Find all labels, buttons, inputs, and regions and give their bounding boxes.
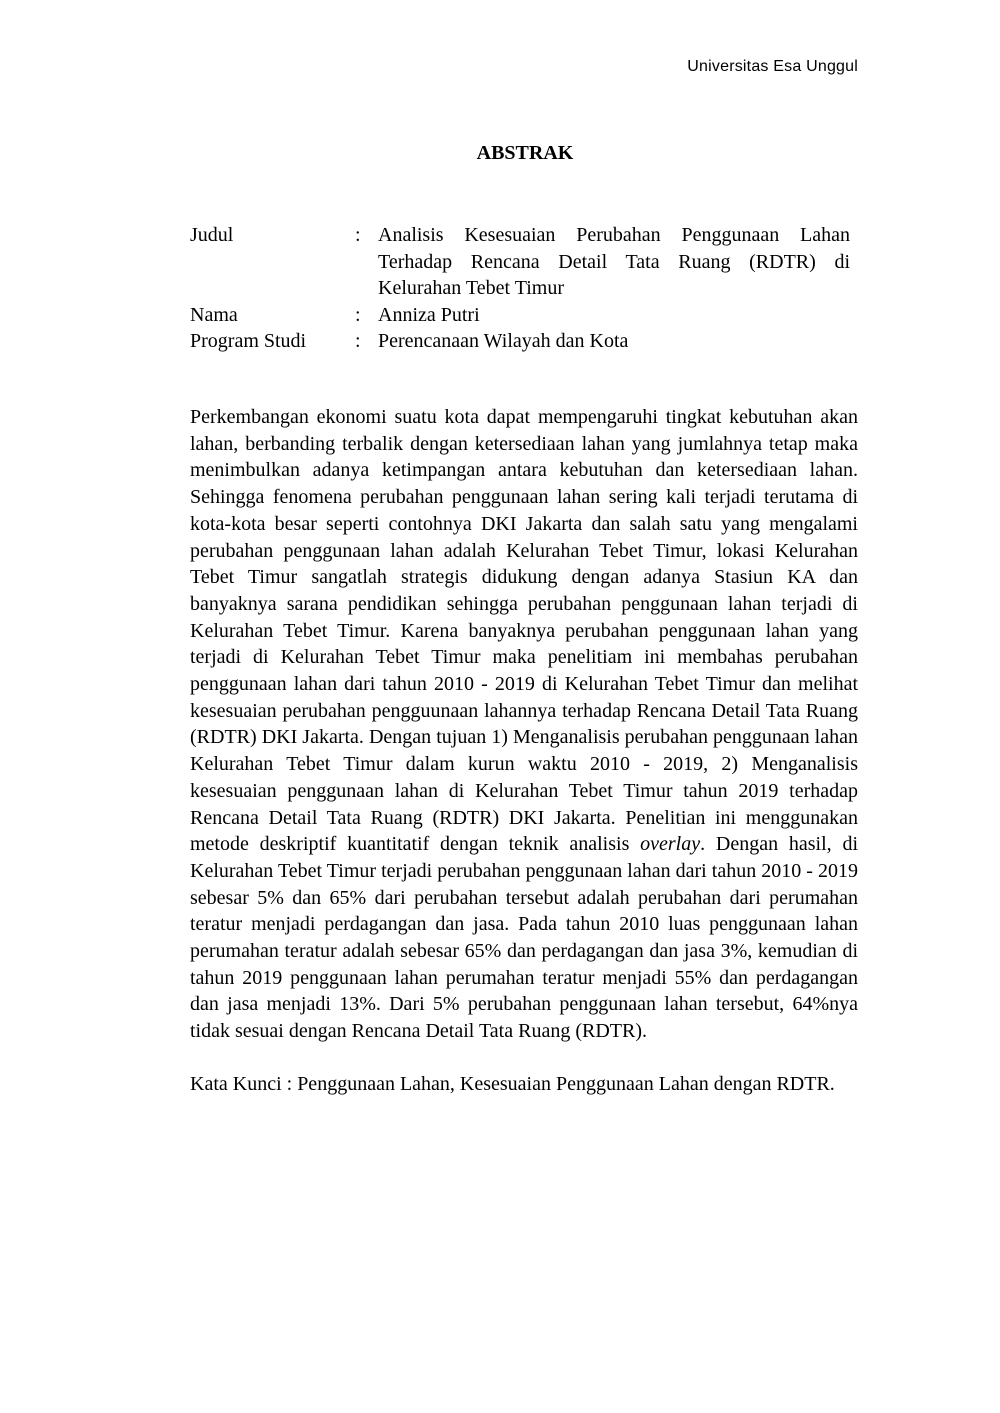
meta-label: Judul — [190, 224, 234, 246]
abstract-italic-term: overlay — [640, 833, 701, 856]
abstract-text-part-1: Perkembangan ekonomi suatu kota dapat mempengaruhi tingkat kebutuhan akan lahan, berbanding terbalik dengan ketersediaan lahan yang jumlahnya tetap maka menimbulkan adanya ketimpangan antara kebutuhan dan ketersediaan lahan. Sehingga fenomena perubahan penggunaan lahan sering kali terjadi terutama di kota-kota besar seperti contohnya DKI Jakarta dan salah satu yang mengalami perubahan penggunaan lahan adalah Kelurahan Tebet Timur, lokasi Kelurahan Tebet Timur sangatlah strategis didukung dengan adanya Stasiun KA dan banyaknya sarana pendidikan sehingga perubahan penggunaan lahan terjadi di Kelurahan Tebet Timur. Karena banyaknya perubahan penggunaan lahan yang terjadi di Kelurahan Tebet Timur maka penelitiam ini membahas perubahan penggunaan lahan dari tahun 2010 - 2019 di Kelurahan Tebet Timur dan melihat kesesuaian perubahan pengguunaan lahannya terhadap Rencana Detail Tata Ruang (RDTR) DKI Jakarta. Dengan tujuan 1) Menganalisis perubahan penggunaan lahan Kelurahan Tebet Timur dalam kurun waktu 2010 - 2019, 2) Menganalisis kesesuaian penggunaan lahan di Kelurahan Tebet Timur tahun 2019 terhadap Rencana Detail Tata Ruang (RDTR) DKI Jakarta. Penelitian ini menggunakan metode deskriptif kuantitatif dengan teknik analisis — [190, 406, 858, 856]
meta-row-name — [190, 302, 850, 329]
meta-label: Nama — [190, 303, 238, 326]
meta-row-title — [190, 222, 850, 302]
meta-label: Program Studi — [190, 330, 307, 352]
meta-value-name: Anniza Putri — [378, 303, 480, 326]
meta-row-study-program — [190, 328, 850, 355]
abstract-paragraph — [190, 404, 858, 1045]
page-title: ABSTRAK — [476, 142, 574, 164]
meta-value-title: Analisis Kesesuaian Perubahan Penggunaan Lahan Terhadap Rencana Detail Tata Ruang (RDTR) di Kelurahan Tebet Timur — [378, 224, 850, 299]
meta-value-study-program: Perencanaan Wilayah dan Kota — [378, 330, 629, 352]
meta-colon: : — [355, 224, 361, 246]
meta-colon: : — [355, 303, 361, 326]
thesis-metadata — [190, 222, 850, 355]
keywords: Kata Kunci : Penggunaan Lahan, Kesesuaian Penggunaan Lahan dengan RDTR. — [190, 1073, 835, 1095]
abstract-text-part-2: . Dengan hasil, di Kelurahan Tebet Timur terjadi perubahan penggunaan lahan dari tahun 2010 - 2019 sebesar 5% dan 65% dari perubahan tersebut adalah perubahan dari perumahan teratur menjadi perdagangan dan jasa. Pada tahun 2010 luas penggunaan lahan perumahan teratur adalah sebesar 65% dan perdagangan dan jasa 3%, kemudian di tahun 2019 penggunaan lahan perumahan teratur menjadi 55% dan perdagangan dan jasa menjadi 13%. Dari 5% perubahan penggunaan lahan tersebut, 64%nya tidak sesuai dengan Rencana Detail Tata Ruang (RDTR). — [190, 833, 858, 1043]
institution-header: Universitas Esa Unggul — [687, 58, 858, 75]
meta-colon: : — [355, 330, 361, 352]
